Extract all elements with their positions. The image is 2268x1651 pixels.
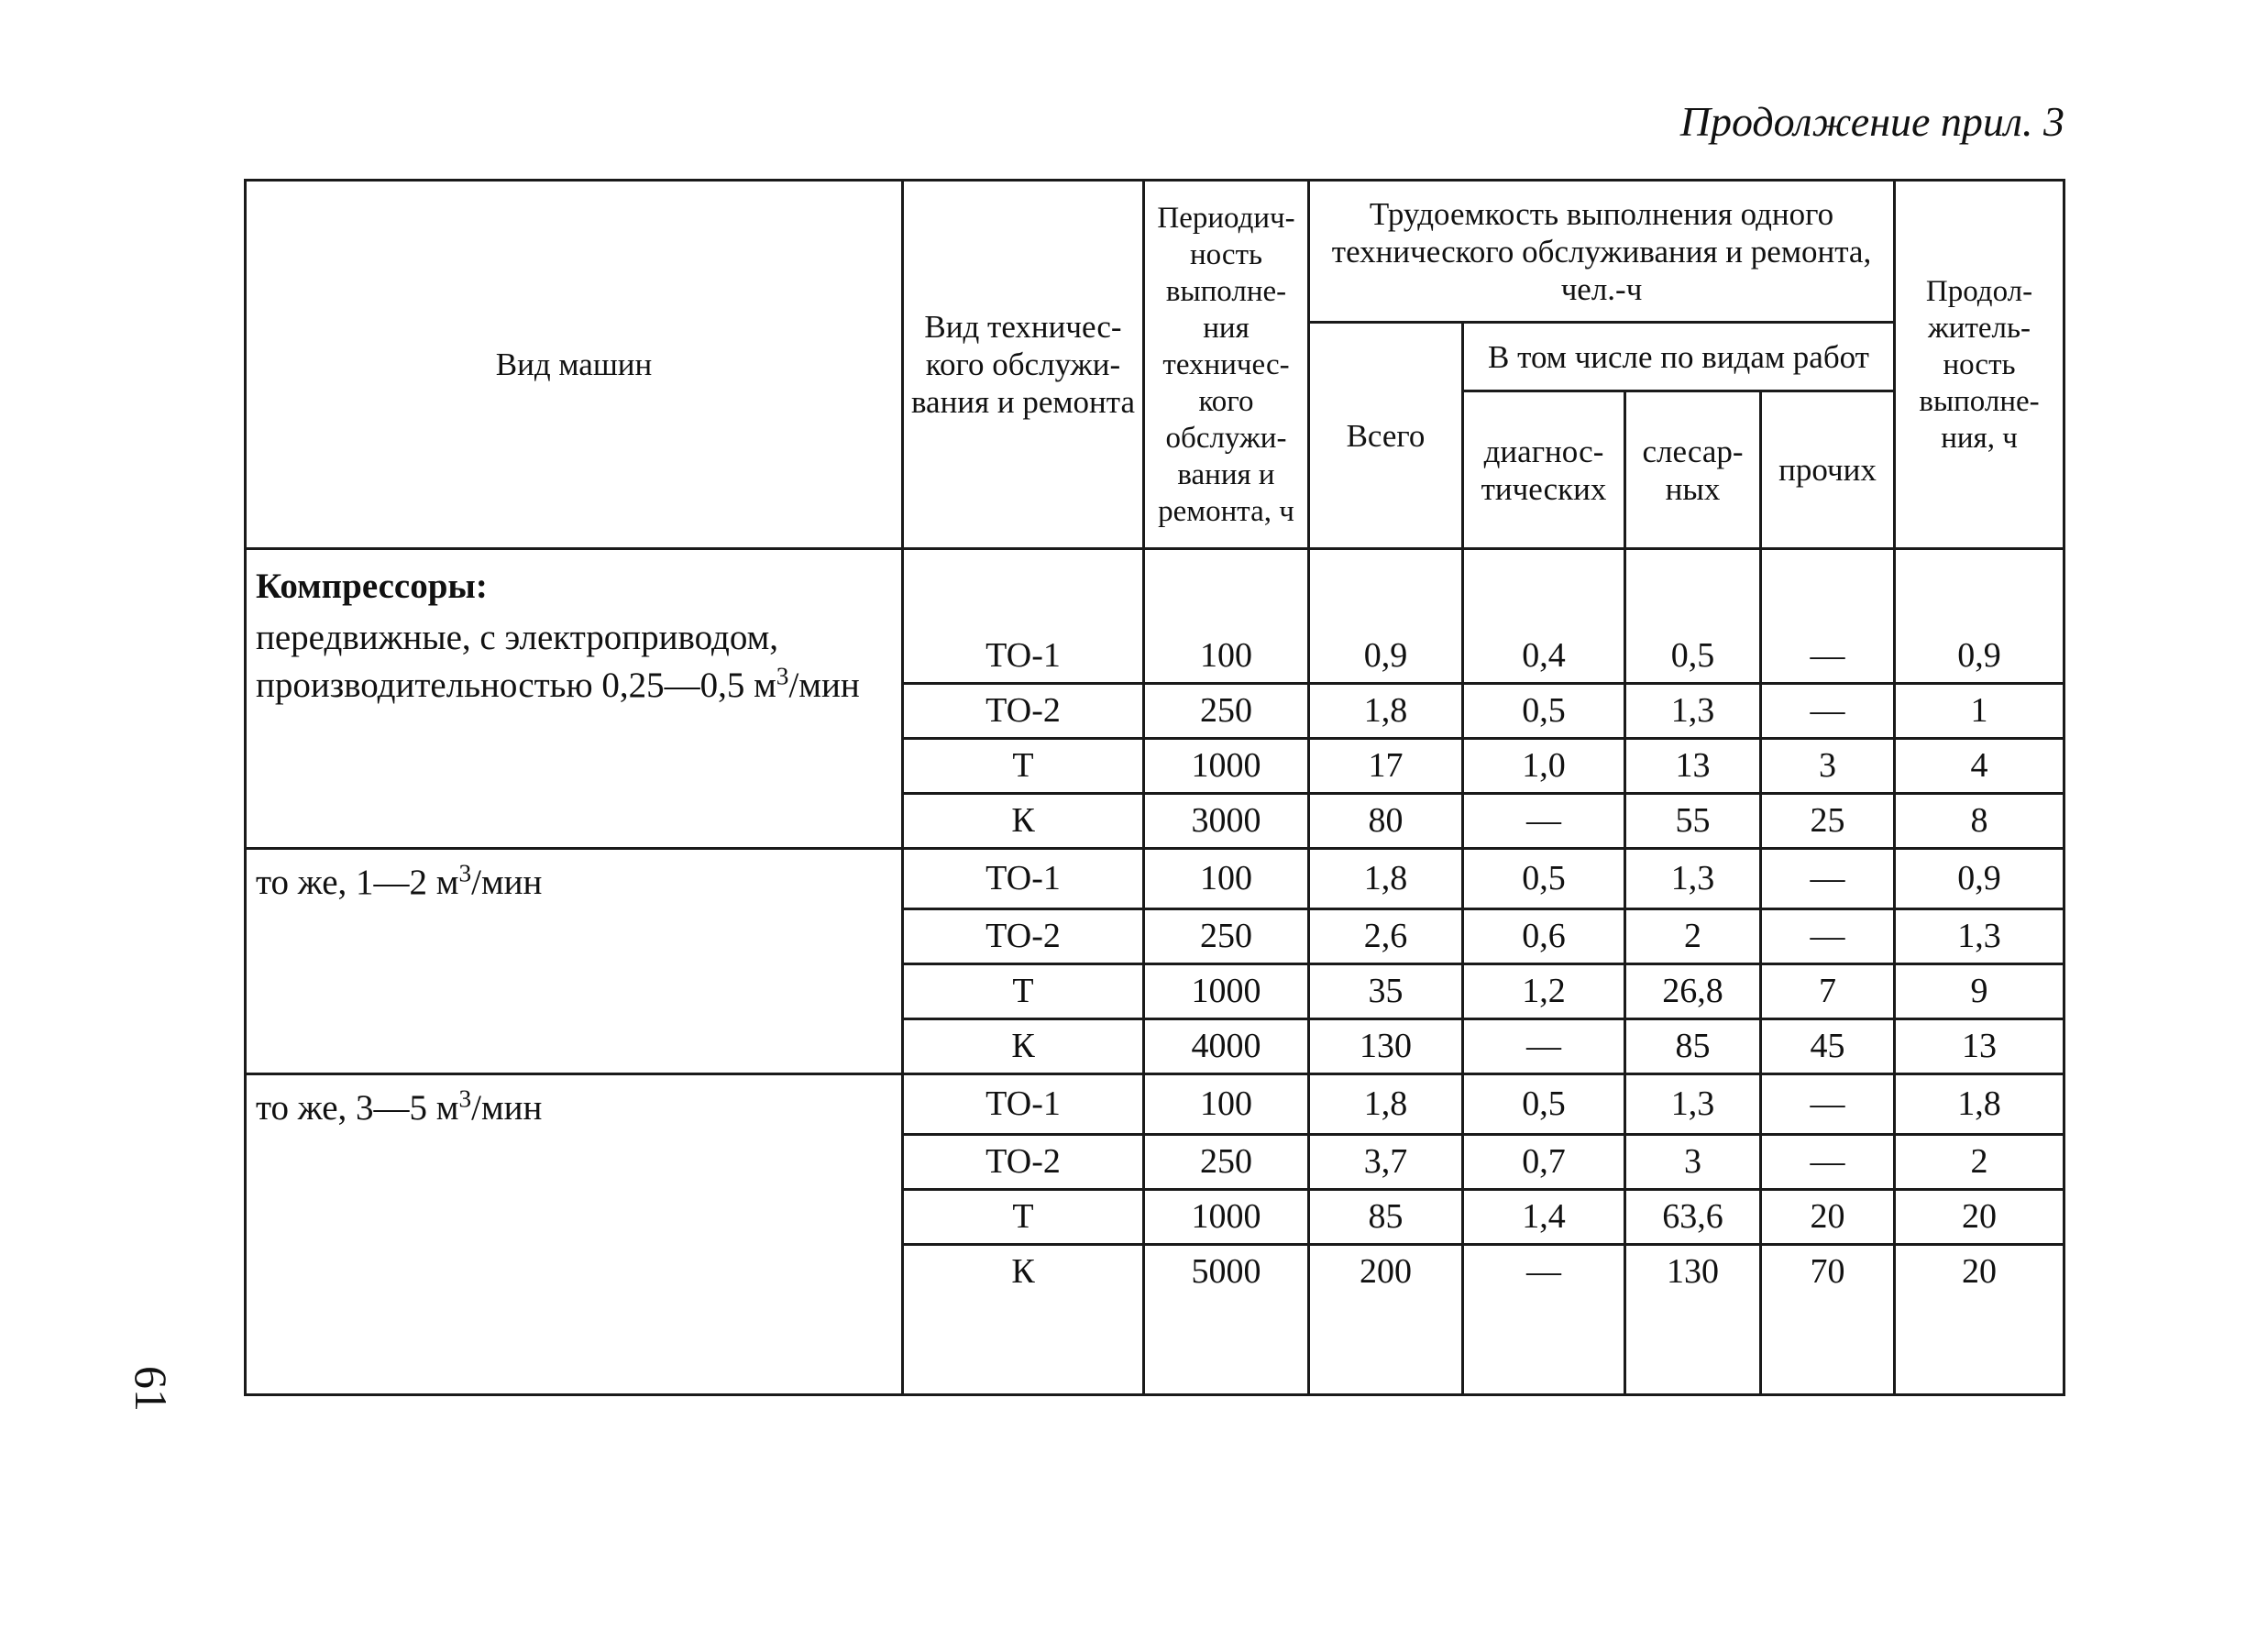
cell-total: 80 — [1309, 793, 1463, 848]
cell-diag: 1,4 — [1463, 1189, 1625, 1244]
spacer-cell — [1463, 1298, 1625, 1395]
cell-total: 0,9 — [1309, 630, 1463, 684]
spacer-cell — [1895, 1298, 2064, 1395]
cell-service: ТО-2 — [903, 1134, 1144, 1189]
cell-other: 70 — [1761, 1244, 1895, 1298]
header-diagnostic: диагнос-тических — [1463, 391, 1625, 549]
cell-period: 3000 — [1144, 793, 1309, 848]
cell-total: 17 — [1309, 738, 1463, 793]
cell-diag: — — [1463, 1018, 1625, 1073]
group-1-label-text: передвижные, с электроприводом, производительностью 0,25—0,5 м — [256, 618, 779, 705]
cell-total: 2,6 — [1309, 908, 1463, 963]
table-row — [246, 1073, 2064, 1134]
cell-period: 100 — [1144, 630, 1309, 684]
cell-diag: 0,4 — [1463, 630, 1625, 684]
cell-total: 1,8 — [1309, 848, 1463, 908]
cell-total: 3,7 — [1309, 1134, 1463, 1189]
cell-diag: 0,5 — [1463, 1073, 1625, 1134]
cell-duration: 1,3 — [1895, 908, 2064, 963]
maintenance-table — [244, 179, 2065, 1396]
cell-other: 20 — [1761, 1189, 1895, 1244]
header-by-work-types: В том числе по видам работ — [1463, 323, 1895, 391]
cell-service: Т — [903, 1189, 1144, 1244]
group-1-label — [246, 549, 903, 849]
spacer-cell — [903, 549, 1144, 630]
cell-diag: 0,6 — [1463, 908, 1625, 963]
group-2-label-text: то же, 1—2 м — [256, 862, 459, 902]
header-locksmith: слесар-ных — [1625, 391, 1761, 549]
cell-lock: 130 — [1625, 1244, 1761, 1298]
cell-duration: 4 — [1895, 738, 2064, 793]
header-other: прочих — [1761, 391, 1895, 549]
group-3-label — [246, 1073, 903, 1395]
spacer-cell — [1144, 549, 1309, 630]
cell-service: К — [903, 1244, 1144, 1298]
cell-duration: 2 — [1895, 1134, 2064, 1189]
cell-service: Т — [903, 738, 1144, 793]
cell-period: 4000 — [1144, 1018, 1309, 1073]
cell-service: ТО-1 — [903, 1073, 1144, 1134]
spacer-cell — [1625, 1298, 1761, 1395]
cell-lock: 1,3 — [1625, 683, 1761, 738]
cell-other: — — [1761, 683, 1895, 738]
cell-total: 1,8 — [1309, 1073, 1463, 1134]
cell-duration: 20 — [1895, 1244, 2064, 1298]
cell-total: 35 — [1309, 963, 1463, 1018]
group-1-label-tail: /мин — [788, 666, 860, 705]
cell-period: 100 — [1144, 848, 1309, 908]
cell-duration: 1 — [1895, 683, 2064, 738]
cell-duration: 13 — [1895, 1018, 2064, 1073]
cell-service: ТО-2 — [903, 683, 1144, 738]
cell-service: ТО-1 — [903, 630, 1144, 684]
cell-duration: 20 — [1895, 1189, 2064, 1244]
cell-lock: 55 — [1625, 793, 1761, 848]
cell-duration: 0,9 — [1895, 630, 2064, 684]
cell-other: — — [1761, 1134, 1895, 1189]
group-3-label-tail: /мин — [471, 1087, 543, 1128]
cell-diag: 0,5 — [1463, 683, 1625, 738]
cell-lock: 0,5 — [1625, 630, 1761, 684]
group-2-label-sup: 3 — [458, 858, 472, 886]
cell-service: К — [903, 1018, 1144, 1073]
header-periodicity: Периодич-ность выполне-ния техничес-кого обслужи-вания и ремонта, ч — [1144, 181, 1309, 549]
cell-period: 250 — [1144, 908, 1309, 963]
cell-lock: 2 — [1625, 908, 1761, 963]
cell-diag: — — [1463, 793, 1625, 848]
section-title: Компрессоры: — [256, 567, 488, 606]
spacer-cell — [1625, 549, 1761, 630]
header-total: Всего — [1309, 323, 1463, 549]
cell-diag: — — [1463, 1244, 1625, 1298]
group-2-label-tail: /мин — [471, 862, 543, 902]
cell-lock: 1,3 — [1625, 1073, 1761, 1134]
header-duration: Продол-житель-ность выполне-ния, ч — [1895, 181, 2064, 549]
table-row — [246, 848, 2064, 908]
cell-lock: 26,8 — [1625, 963, 1761, 1018]
cell-diag: 0,7 — [1463, 1134, 1625, 1189]
cell-service: Т — [903, 963, 1144, 1018]
cell-lock: 13 — [1625, 738, 1761, 793]
cell-service: ТО-1 — [903, 848, 1144, 908]
cell-other: 45 — [1761, 1018, 1895, 1073]
spacer-cell — [1309, 1298, 1463, 1395]
spacer-cell — [1463, 549, 1625, 630]
cell-duration: 1,8 — [1895, 1073, 2064, 1134]
cell-other: — — [1761, 630, 1895, 684]
spacer-cell — [903, 1298, 1144, 1395]
cell-diag: 0,5 — [1463, 848, 1625, 908]
cell-duration: 0,9 — [1895, 848, 2064, 908]
cell-other: 7 — [1761, 963, 1895, 1018]
continuation-header: Продолжение прил. 3 — [1679, 98, 2064, 145]
group-3-label-text: то же, 3—5 м — [256, 1087, 459, 1128]
header-machine-type: Вид машин — [246, 181, 903, 549]
cell-diag: 1,0 — [1463, 738, 1625, 793]
spacer-cell — [1144, 1298, 1309, 1395]
cell-service: К — [903, 793, 1144, 848]
cell-period: 100 — [1144, 1073, 1309, 1134]
cell-period: 5000 — [1144, 1244, 1309, 1298]
cell-total: 1,8 — [1309, 683, 1463, 738]
cell-other: 3 — [1761, 738, 1895, 793]
spacer-cell — [1895, 549, 2064, 630]
spacer-cell — [1761, 1298, 1895, 1395]
cell-diag: 1,2 — [1463, 963, 1625, 1018]
cell-lock: 3 — [1625, 1134, 1761, 1189]
cell-period: 1000 — [1144, 738, 1309, 793]
header-labor-group: Трудоемкость выполнения одного технического обслуживания и ремонта, чел.-ч — [1309, 181, 1895, 323]
cell-total: 85 — [1309, 1189, 1463, 1244]
cell-period: 250 — [1144, 683, 1309, 738]
cell-service: ТО-2 — [903, 908, 1144, 963]
cell-period: 1000 — [1144, 1189, 1309, 1244]
cell-duration: 9 — [1895, 963, 2064, 1018]
cell-period: 250 — [1144, 1134, 1309, 1189]
page-number: 61 — [126, 1366, 177, 1412]
group-2-label — [246, 848, 903, 1073]
spacer-cell — [1309, 549, 1463, 630]
cell-lock: 63,6 — [1625, 1189, 1761, 1244]
cell-total: 200 — [1309, 1244, 1463, 1298]
cell-duration: 8 — [1895, 793, 2064, 848]
cell-other: — — [1761, 1073, 1895, 1134]
cell-other: 25 — [1761, 793, 1895, 848]
group-1-label-sup: 3 — [776, 662, 789, 690]
header-service-type: Вид техничес-кого обслужи-вания и ремонта — [903, 181, 1144, 549]
spacer-cell — [1761, 549, 1895, 630]
cell-lock: 1,3 — [1625, 848, 1761, 908]
cell-other: — — [1761, 848, 1895, 908]
cell-total: 130 — [1309, 1018, 1463, 1073]
group-3-label-sup: 3 — [458, 1084, 472, 1112]
cell-other: — — [1761, 908, 1895, 963]
cell-lock: 85 — [1625, 1018, 1761, 1073]
cell-period: 1000 — [1144, 963, 1309, 1018]
